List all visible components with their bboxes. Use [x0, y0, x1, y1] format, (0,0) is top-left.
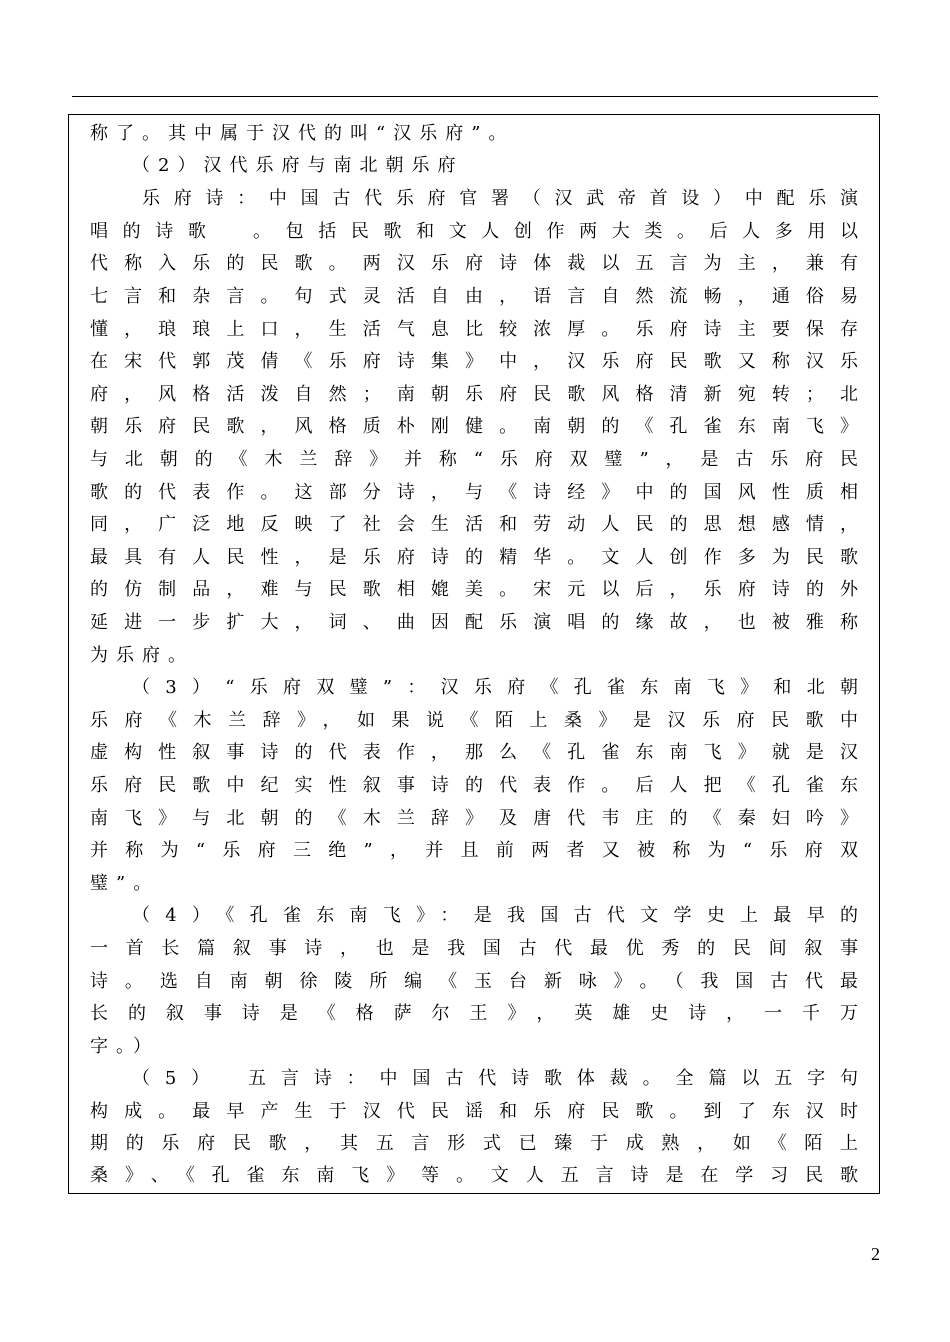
text-line: 南飞》与北朝的《木兰辞》及唐代韦庄的《秦妇吟》 [90, 808, 858, 829]
page-number: 2 [871, 1244, 880, 1264]
text-line: 懂，琅琅上口，生活气息比较浓厚。乐府诗主要保存 [90, 319, 858, 340]
text-line: 代称入乐的民歌。两汉乐府诗体裁以五言为主，兼有 [90, 253, 858, 274]
text-line: 一首长篇叙事诗，也是我国古代最优秀的民间叙事 [90, 938, 858, 959]
text-line: 长的叙事诗是《格萨尔王》，英雄史诗，一千万 [90, 1003, 858, 1024]
text-line: 璧”。 [90, 873, 160, 894]
section-heading: （4）《孔雀东南飞》：是我国古代文学史上最早的 [132, 905, 858, 926]
section-heading: （5） 五言诗：中国古代诗歌体裁。全篇以五字句 [132, 1068, 858, 1089]
text-line: 唱的诗歌 。包括民歌和文人创作两大类。后人多用以 [90, 221, 858, 242]
text-line: 与北朝的《木兰辞》并称“乐府双璧”，是古乐府民 [90, 449, 858, 470]
text-line: 七言和杂言。句式灵活自由，语言自然流畅，通俗易 [90, 286, 858, 307]
text-line: 同，广泛地反映了社会生活和劳动人民的思想感情， [90, 514, 858, 535]
section-heading: （2）汉代乐府与南北朝乐府 [132, 155, 464, 176]
text-line: 称了。其中属于汉代的叫“汉乐府”。 [90, 123, 515, 144]
text-line: 歌的代表作。这部分诗，与《诗经》中的国风性质相 [90, 482, 858, 503]
text-line: 乐府民歌中纪实性叙事诗的代表作。后人把《孔雀东 [90, 775, 858, 796]
text-line: 桑》、《孔雀东南飞》等。文人五言诗是在学习民歌 [90, 1165, 858, 1186]
header-rule [72, 96, 878, 97]
text-line: 为乐府。 [90, 645, 194, 666]
text-line: 的仿制品，难与民歌相媲美。宋元以后，乐府诗的外 [90, 579, 858, 600]
text-line: 府，风格活泼自然；南朝乐府民歌风格清新宛转；北 [90, 384, 858, 405]
section-heading: （3）“乐府双璧”：汉乐府《孔雀东南飞》和北朝 [132, 677, 858, 698]
content-box [68, 114, 880, 1194]
text-line: 最具有人民性，是乐府诗的精华。文人创作多为民歌 [90, 547, 858, 568]
text-line: 朝乐府民歌，风格质朴刚健。南朝的《孔雀东南飞》 [90, 416, 858, 437]
text-line: 诗。选自南朝徐陵所编《玉台新咏》。（我国古代最 [90, 971, 858, 992]
text-line: 乐府《木兰辞》，如果说《陌上桑》是汉乐府民歌中 [90, 710, 858, 731]
text-line: 在宋代郭茂倩《乐府诗集》中，汉乐府民歌又称汉乐 [90, 351, 858, 372]
text-line: 构成。最早产生于汉代民谣和乐府民歌。到了东汉时 [90, 1101, 858, 1122]
text-line: 并称为“乐府三绝”，并且前两者又被称为“乐府双 [90, 840, 858, 861]
text-line: 乐府诗：中国古代乐府官署（汉武帝首设）中配乐演 [142, 188, 858, 209]
text-line: 字。） [90, 1036, 159, 1057]
text-line: 虚构性叙事诗的代表作，那么《孔雀东南飞》就是汉 [90, 742, 858, 763]
text-line: 延进一步扩大，词、曲因配乐演唱的缘故，也被雅称 [90, 612, 858, 633]
text-line: 期的乐府民歌，其五言形式已臻于成熟，如《陌上 [90, 1133, 858, 1154]
